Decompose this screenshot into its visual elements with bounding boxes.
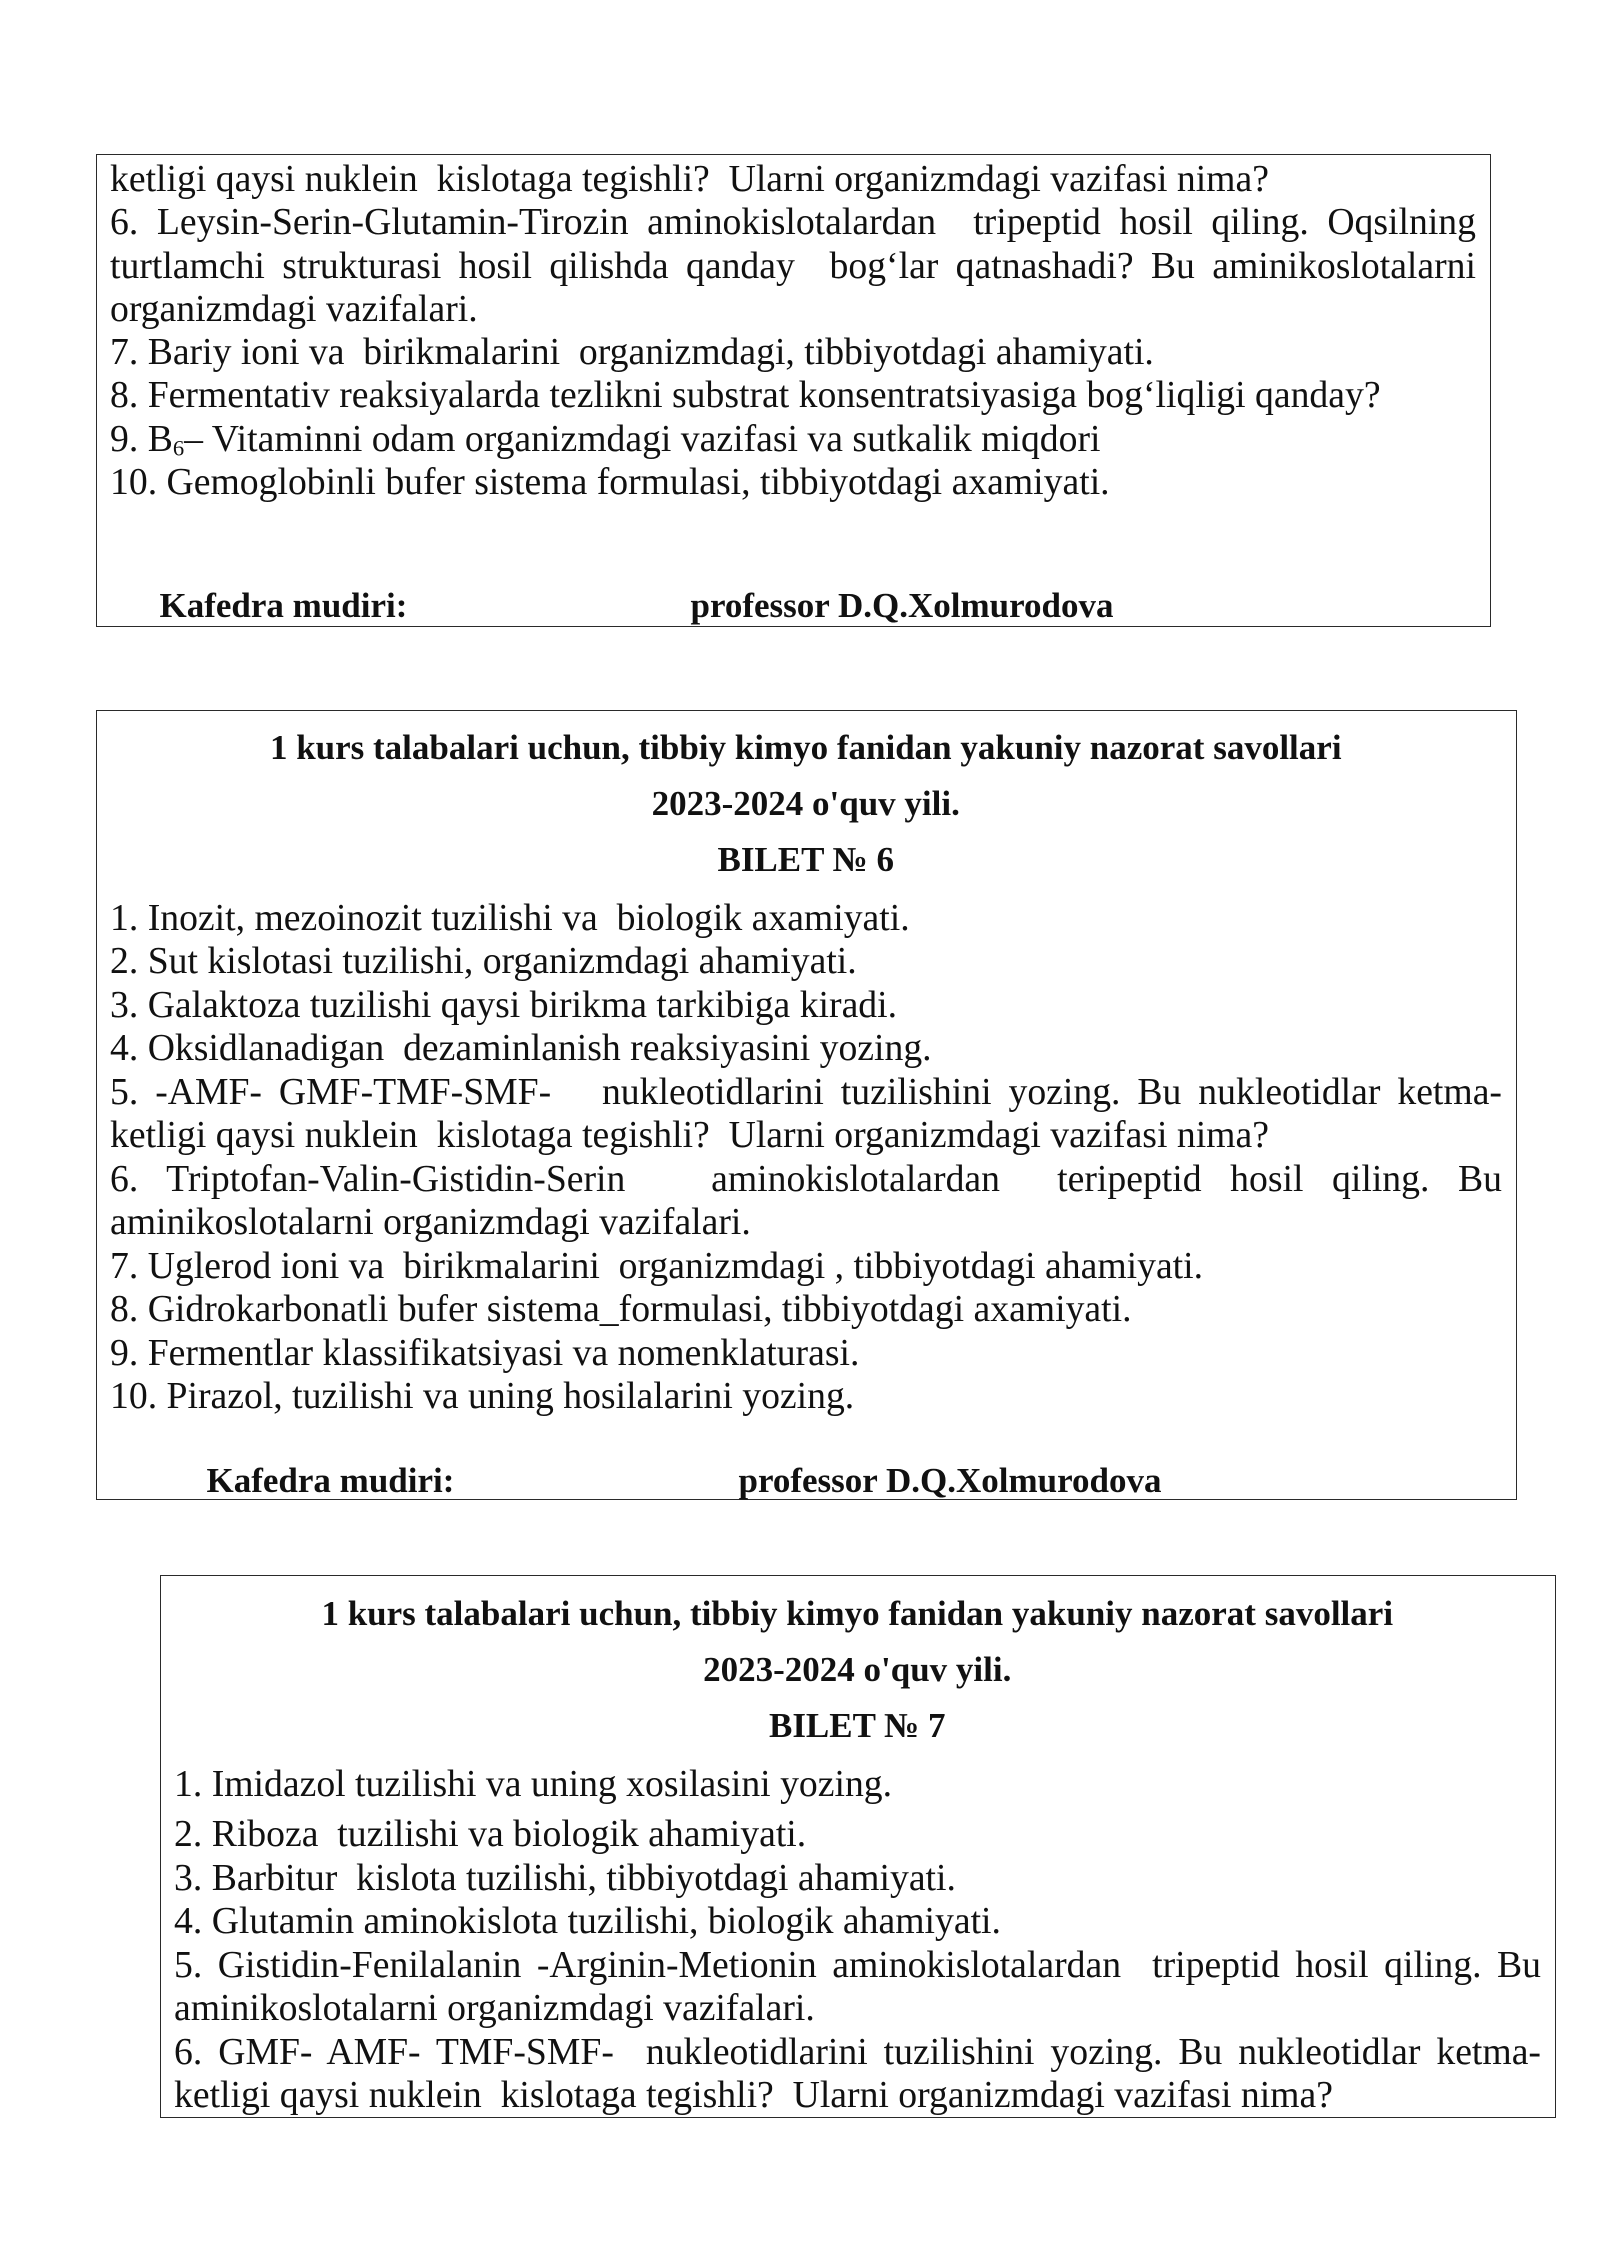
course-title: 1 kurs talabalari uchun, tibbiy kimyo fanidan yakuniy nazorat savollari [321,1594,1394,1633]
question-line [110,418,1476,461]
question-line: 7. Uglerod ioni va birikmalarini organizmdagi , tibbiyotdagi ahamiyati. [110,1244,1204,1287]
ticket-number: BILET № 6 [717,839,895,879]
question-line: 9. Fermentlar klassifikatsiyasi va nomenklaturasi. [110,1331,860,1374]
department-head-label: Kafedra mudiri: [206,1460,455,1500]
question-item [110,1027,1502,1071]
question-line: 8. Gidrokarbonatli bufer sistema_formulasi, tibbiyotdagi axamiyati. [110,1288,1132,1330]
question-line: ketligi qaysi nuklein kislotaga tegishli? Ularni organizmdagi vazifasi nima? [110,1114,1269,1156]
question-item [174,1857,1541,1901]
question-item [110,461,1476,504]
question-item [174,1813,1541,1857]
question-line: 6. Leysin-Serin-Glutamin-Tirozin aminokislotalardan tripeptid hosil qiling. Oqsilning [110,201,1476,244]
question-item [110,1332,1502,1376]
question-item [110,1245,1502,1289]
question-item [174,1763,1541,1807]
question-line: 1. Imidazol tuzilishi va uning xosilasini yozing. [174,1763,893,1805]
question-item [110,331,1476,374]
question-item [174,1900,1541,1944]
question-item [110,1288,1502,1332]
question-line: 2. Sut kislotasi tuzilishi, organizmdagi ahamiyati. [110,940,857,982]
question-item [110,1071,1502,1158]
question-item [110,984,1502,1028]
department-head-label: Kafedra mudiri: [159,586,408,625]
academic-year: 2023-2024 o'quv yili. [703,1650,1012,1689]
question-line: 2. Riboza tuzilishi va biologik ahamiyati. [174,1813,807,1855]
question-line: 1. Inozit, mezoinozit tuzilishi va biologik axamiyati. [110,896,910,939]
question-line: 5. -AMF- GMF-TMF-SMF- nukleotidlarini tuzilishini yozing. Bu nukleotidlar ketma- [110,1070,1502,1113]
question-line: organizmdagi vazifalari. [110,287,478,330]
question-line: 6. GMF- AMF- TMF-SMF- nukleotidlarini tuzilishini yozing. Bu nukleotidlar ketma- [174,2030,1541,2073]
question-line: 10. Pirazol, tuzilishi va uning hosilalarini yozing. [110,1375,855,1417]
question-text: – Vitaminni odam organizmdagi vazifasi va sutkalik miqdori [184,417,1101,460]
question-item [174,1944,1541,2031]
question-line: 4. Oksidlanadigan dezaminlanish reaksiyasini yozing. [110,1027,932,1069]
question-line: 7. Bariy ioni va birikmalarini organizmdagi, tibbiyotdagi ahamiyati. [110,331,1154,374]
question-line: turtlamchi strukturasi hosil qilishda qanday bog‘lar qatnashadi? Bu aminikoslotalarni [110,244,1476,287]
academic-year: 2023-2024 o'quv yili. [651,783,960,823]
ticket-box [160,1575,1556,2118]
question-list [174,1763,1541,2118]
question-text: 9. B [110,417,173,460]
course-title: 1 kurs talabalari uchun, tibbiy kimyo fanidan yakuniy nazorat savollari [269,727,1342,767]
signer-name: professor D.Q.Xolmurodova [738,1460,1162,1500]
question-item [110,201,1476,331]
question-line: 6. Triptofan-Valin-Gistidin-Serin aminokislotalardan teripeptid hosil qiling. Bu [110,1157,1502,1200]
question-item [110,940,1502,984]
vitamin-subscript: 6 [172,435,185,461]
question-item [110,158,1476,201]
question-item [110,897,1502,941]
ticket-box [96,154,1491,627]
question-line: 10. Gemoglobinli bufer sistema formulasi, tibbiyotdagi axamiyati. [110,461,1110,504]
question-item [110,374,1476,417]
question-line: aminikoslotalarni organizmdagi vazifalari. [174,1987,815,2029]
question-line: 3. Barbitur kislota tuzilishi, tibbiyotdagi ahamiyati. [174,1856,956,1899]
question-item [110,418,1476,461]
question-line: aminikoslotalarni organizmdagi vazifalari. [110,1201,751,1243]
question-line: ketligi qaysi nuklein kislotaga tegishli? Ularni organizmdagi vazifasi nima? [110,158,1269,200]
question-item [110,1158,1502,1245]
question-line: ketligi qaysi nuklein kislotaga tegishli? Ularni organizmdagi vazifasi nima? [174,2074,1333,2116]
question-line: 8. Fermentativ reaksiyalarda tezlikni substrat konsentratsiyasiga bog‘liqligi qanday? [110,374,1381,417]
question-line: 3. Galaktoza tuzilishi qaysi birikma tarkibiga kiradi. [110,983,898,1026]
question-line: 4. Glutamin aminokislota tuzilishi, biologik ahamiyati. [174,1900,1001,1942]
question-list [110,158,1476,504]
ticket-number: BILET № 7 [768,1706,946,1745]
ticket-box [96,710,1517,1500]
question-item [110,1375,1502,1419]
question-item [174,2031,1541,2118]
signer-name: professor D.Q.Xolmurodova [690,586,1114,625]
question-line: 5. Gistidin-Fenilalanin -Arginin-Metionin aminokislotalardan tripeptid hosil qiling. Bu [174,1943,1541,1986]
question-list [110,897,1502,1419]
